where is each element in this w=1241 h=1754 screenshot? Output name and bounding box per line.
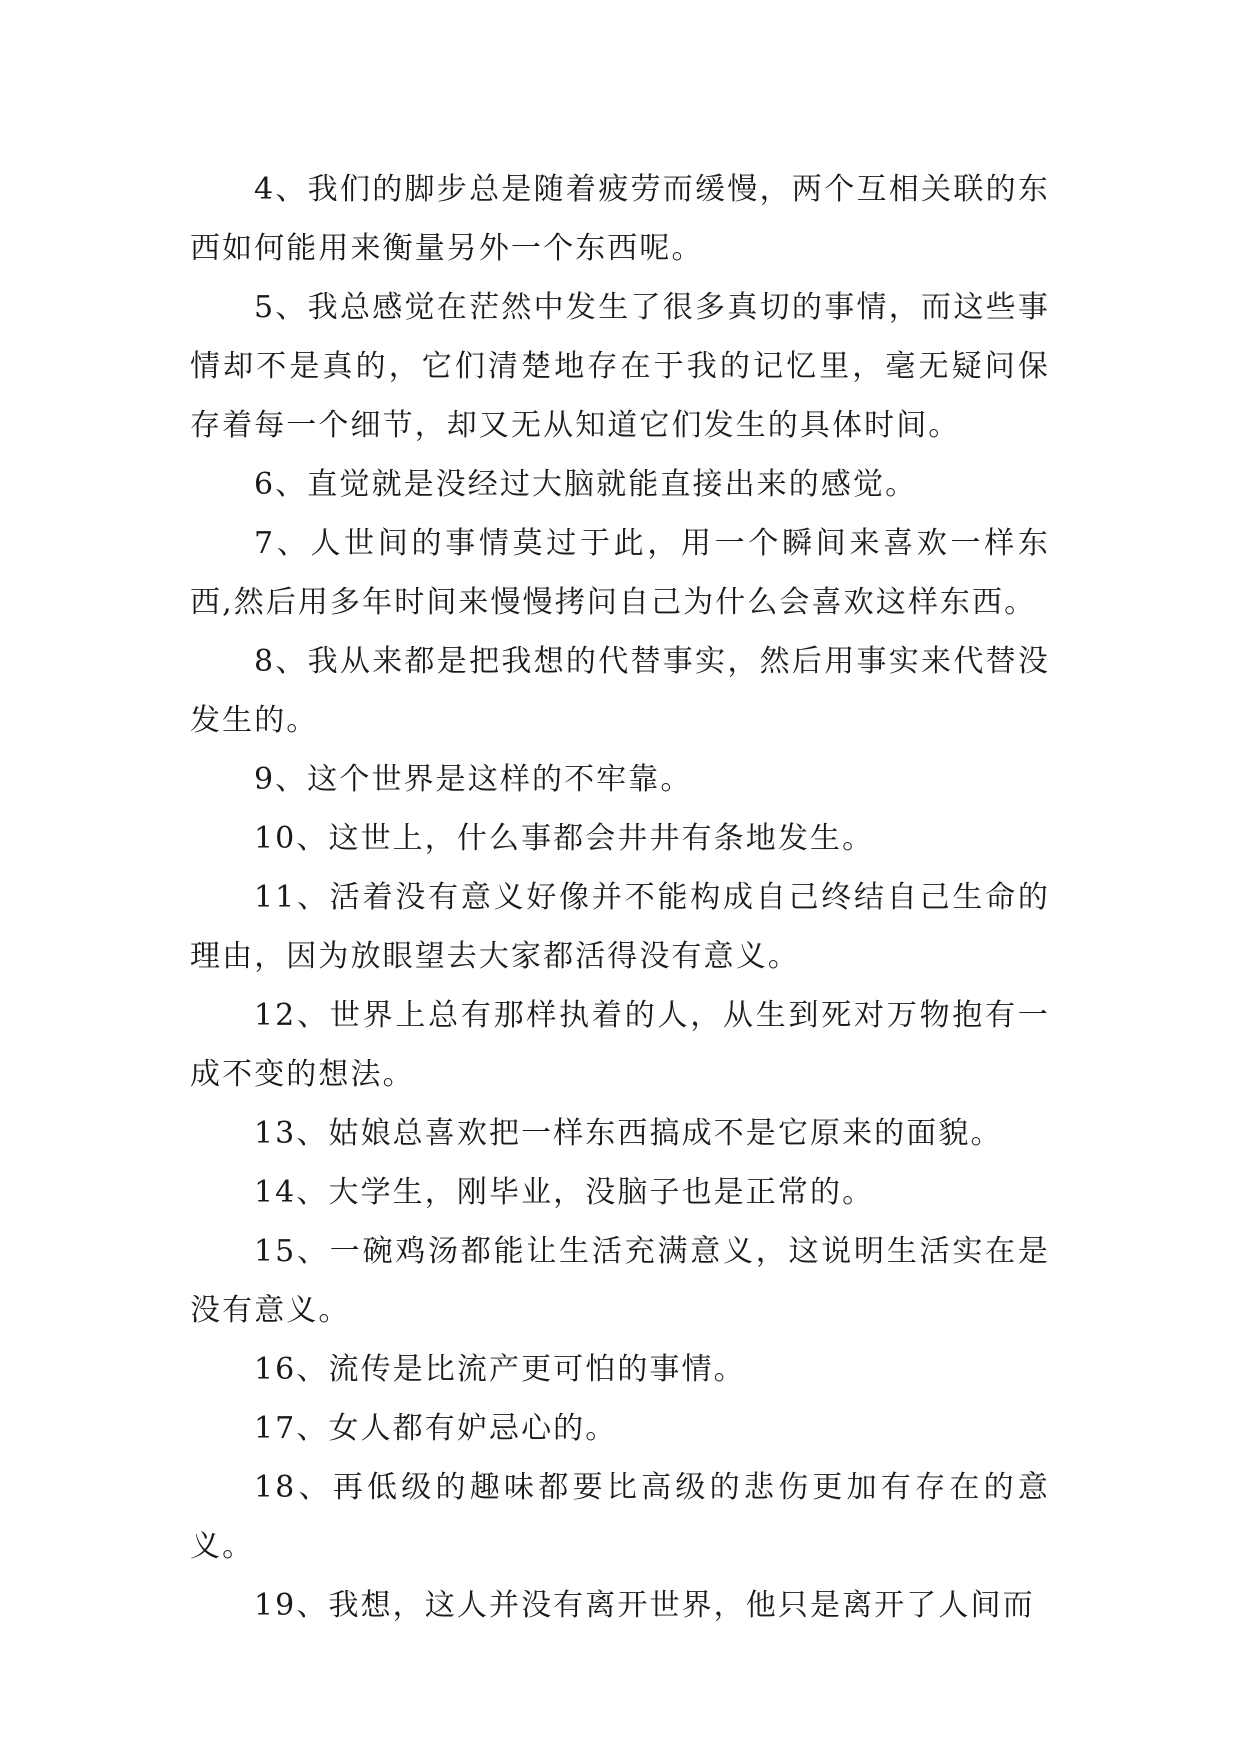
paragraph-14: 14、大学生，刚毕业，没脑子也是正常的。 bbox=[254, 1175, 875, 1210]
paragraph-18: 18、再低级的趣味都要比高级的悲伤更加有存在的意义。 bbox=[190, 1470, 1050, 1564]
paragraph-13: 13、姑娘总喜欢把一样东西搞成不是它原来的面貌。 bbox=[254, 1116, 1003, 1151]
paragraph-7: 7、人世间的事情莫过于此，用一个瞬间来喜欢一样东西,然后用多年时间来慢慢拷问自己为什么会喜欢这样东西。 bbox=[190, 526, 1050, 620]
paragraph-11: 11、活着没有意义好像并不能构成自己终结自己生命的理由，因为放眼望去大家都活得没有意义。 bbox=[190, 880, 1050, 974]
paragraph-4: 4、我们的脚步总是随着疲劳而缓慢，两个互相关联的东西如何能用来衡量另外一个东西呢。 bbox=[190, 172, 1050, 266]
paragraph-15: 15、一碗鸡汤都能让生活充满意义，这说明生活实在是没有意义。 bbox=[190, 1234, 1050, 1328]
paragraph-8: 8、我从来都是把我想的代替事实，然后用事实来代替没发生的。 bbox=[190, 644, 1050, 738]
paragraph-16: 16、流传是比流产更可怕的事情。 bbox=[254, 1352, 746, 1387]
document-body bbox=[190, 160, 1050, 1635]
paragraph-12: 12、世界上总有那样执着的人，从生到死对万物抱有一成不变的想法。 bbox=[190, 998, 1050, 1092]
paragraph-10: 10、这世上，什么事都会井井有条地发生。 bbox=[254, 821, 875, 856]
paragraph-5: 5、我总感觉在茫然中发生了很多真切的事情，而这些事情却不是真的，它们清楚地存在于我的记忆里，毫无疑问保存着每一个细节，却又无从知道它们发生的具体时间。 bbox=[190, 290, 1050, 443]
paragraph-9: 9、这个世界是这样的不牢靠。 bbox=[254, 762, 693, 797]
paragraph-6: 6、直觉就是没经过大脑就能直接出来的感觉。 bbox=[254, 467, 918, 502]
paragraph-19: 19、我想，这人并没有离开世界，他只是离开了人间而 bbox=[254, 1588, 1035, 1623]
paragraph-17: 17、女人都有妒忌心的。 bbox=[254, 1411, 618, 1446]
